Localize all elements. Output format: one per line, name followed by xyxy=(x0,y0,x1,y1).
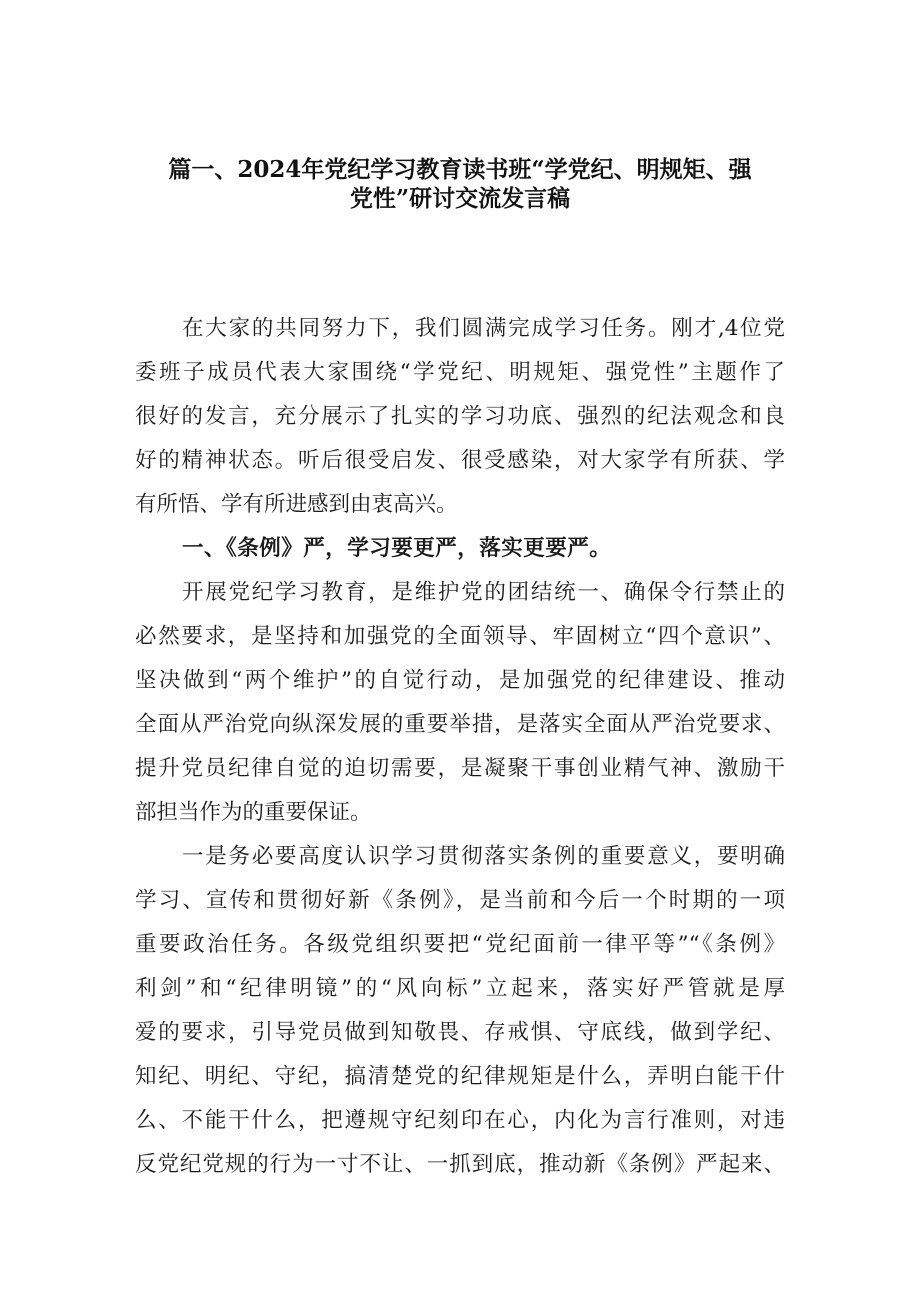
paragraph-2-line-5: 提升党员纪律自觉的迫切需要，是凝聚干事创业精气神、激励干 xyxy=(135,756,785,781)
paragraph-1-line-5: 有所悟、学有所进感到由衷高兴。 xyxy=(135,492,458,517)
paragraph-3-line-8: 反党纪党规的行为一寸不让、一抓到底，推动新《条例》严起来、 xyxy=(135,1152,785,1177)
paragraph-2-line-1: 开展党纪学习教育，是维护党的团结统一、确保令行禁止的 xyxy=(182,580,785,605)
paragraph-2-line-4: 全面从严治党向纵深发展的重要举措，是落实全面从严治党要求、 xyxy=(135,712,785,737)
paragraph-3-line-6: 知纪、明纪、守纪，搞清楚党的纪律规矩是什么，弄明白能干什 xyxy=(135,1064,785,1089)
paragraph-3-line-3: 重要政治任务。各级党组织要把“党纪面前一律平等”“《条例》 xyxy=(135,932,785,957)
paragraph-3-line-5: 爱的要求，引导党员做到知敬畏、存戒惧、守底线，做到学纪、 xyxy=(135,1020,785,1045)
paragraph-3-line-7: 么、不能干什么，把遵规守纪刻印在心，内化为言行准则，对违 xyxy=(135,1108,785,1133)
paragraph-1-line-3: 很好的发言，充分展示了扎实的学习功底、强烈的纪法观念和良 xyxy=(135,404,785,429)
paragraph-3-line-1: 一是务必要高度认识学习贯彻落实条例的重要意义，要明确 xyxy=(182,844,785,869)
paragraph-1-line-1: 在大家的共同努力下，我们圆满完成学习任务。刚才,4位党 xyxy=(182,316,785,341)
paragraph-3-line-4: 利剑”和“纪律明镜”的“风向标”立起来，落实好严管就是厚 xyxy=(135,976,785,1001)
paragraph-3-line-2: 学习、宣传和贯彻好新《条例》，是当前和今后一个时期的一项 xyxy=(135,888,785,913)
paragraph-2-line-2: 必然要求，是坚持和加强党的全面领导、牢固树立“四个意识”、 xyxy=(135,624,785,649)
document-title-line-2: 党性”研讨交流发言稿 xyxy=(349,185,571,212)
document-title-line-1: 篇一、2024年党纪学习教育读书班“学党纪、明规矩、强 xyxy=(168,156,752,183)
paragraph-1-line-2: 委班子成员代表大家围绕“学党纪、明规矩、强党性”主题作了 xyxy=(135,360,785,385)
paragraph-2-line-3: 坚决做到“两个维护”的自觉行动，是加强党的纪律建设、推动 xyxy=(135,668,785,693)
paragraph-1-line-4: 好的精神状态。听后很受启发、很受感染，对大家学有所获、学 xyxy=(135,448,785,473)
paragraph-2-line-6: 部担当作为的重要保证。 xyxy=(135,800,372,825)
section-heading-1: 一、《条例》严，学习要更严，落实更要严。 xyxy=(182,536,612,561)
